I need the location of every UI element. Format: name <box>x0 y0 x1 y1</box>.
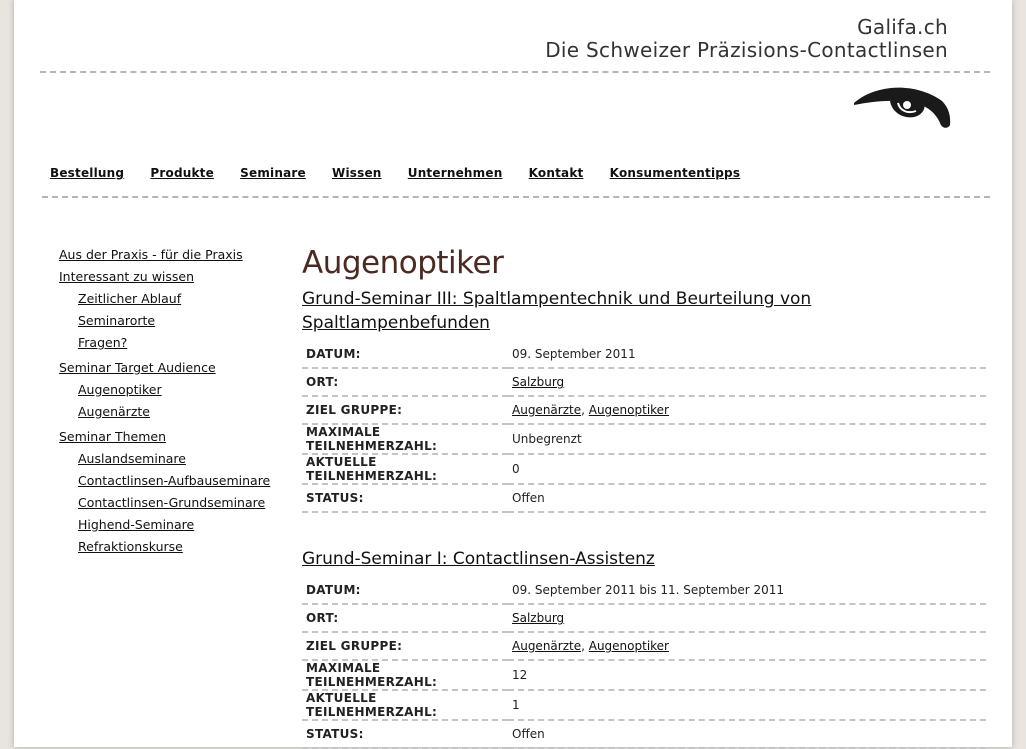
ort-label: ORT: <box>302 604 508 632</box>
status-value: Offen <box>508 484 986 512</box>
page <box>14 0 1012 747</box>
nav-divider <box>42 196 990 198</box>
nav-wissen[interactable]: Wissen <box>332 166 382 180</box>
table-row <box>302 368 986 396</box>
akt-label: AKTUELLE TEILNEHMERZAHL: <box>302 690 508 720</box>
nav-konsumententipps[interactable]: Konsumententipps <box>609 166 741 180</box>
table-row <box>302 690 986 720</box>
table-row <box>302 720 986 748</box>
main-content <box>302 243 990 749</box>
sidebar <box>59 247 279 561</box>
ort-label: ORT: <box>302 368 508 396</box>
nav-kontakt[interactable]: Kontakt <box>528 166 584 180</box>
seminar-info-table <box>302 577 986 749</box>
sidebar-item-refraktionskurse[interactable]: Refraktionskurse <box>78 539 183 554</box>
sidebar-item-highend[interactable]: Highend-Seminare <box>78 517 195 532</box>
nav-produkte[interactable]: Produkte <box>150 166 214 180</box>
sidebar-item-aufbauseminare[interactable]: Contactlinsen-Aufbauseminare <box>78 473 271 488</box>
table-row <box>302 454 986 484</box>
ort-link[interactable]: Salzburg <box>512 375 565 389</box>
nav-unternehmen[interactable]: Unternehmen <box>407 166 503 180</box>
max-value: Unbegrenzt <box>508 424 986 454</box>
page-title: Augenoptiker <box>302 245 504 281</box>
table-row <box>302 484 986 512</box>
table-row <box>302 577 986 604</box>
header-divider <box>40 71 990 73</box>
max-value: 12 <box>508 660 986 690</box>
sidebar-item-seminarorte[interactable]: Seminarorte <box>78 313 156 328</box>
table-row <box>302 341 986 368</box>
sidebar-item-zeitlicher-ablauf[interactable]: Zeitlicher Ablauf <box>78 291 182 306</box>
seminar-info-table <box>302 341 986 513</box>
brand-tagline: Die Schweizer Präzisions-Contactlinsen <box>545 38 948 62</box>
status-value: Offen <box>508 720 986 748</box>
status-label: STATUS: <box>302 720 508 748</box>
sidebar-item-augenoptiker[interactable]: Augenoptiker <box>78 382 162 397</box>
seminar-title-link[interactable]: Grund-Seminar III: Spaltlampentechnik und Beurteilung von Spaltlampenbefunden <box>302 289 812 333</box>
sidebar-item-praxis[interactable]: Aus der Praxis - für die Praxis <box>59 247 243 262</box>
datum-label: DATUM: <box>302 341 508 368</box>
ort-link[interactable]: Salzburg <box>512 611 565 625</box>
ziel-separator: , <box>581 639 589 653</box>
akt-label: AKTUELLE TEILNEHMERZAHL: <box>302 454 508 484</box>
datum-value: 09. September 2011 bis 11. September 2011 <box>508 577 986 604</box>
table-row <box>302 604 986 632</box>
brand-name: Galifa.ch <box>857 15 948 39</box>
ziel-augenaerzte-link[interactable]: Augenärzte <box>512 639 582 653</box>
akt-value: 0 <box>508 454 986 484</box>
table-row <box>302 660 986 690</box>
table-row <box>302 632 986 660</box>
sidebar-item-themen[interactable]: Seminar Themen <box>59 429 167 444</box>
sidebar-item-interessant[interactable]: Interessant zu wissen <box>59 269 195 284</box>
sidebar-item-fragen[interactable]: Fragen? <box>78 335 128 350</box>
ziel-label: ZIEL GRUPPE: <box>302 632 508 660</box>
main-nav <box>50 166 762 180</box>
table-row <box>302 396 986 424</box>
max-label: MAXIMALE TEILNEHMERZAHL: <box>302 424 508 454</box>
brand <box>545 16 948 62</box>
table-row <box>302 424 986 454</box>
akt-value: 1 <box>508 690 986 720</box>
ziel-augenoptiker-link[interactable]: Augenoptiker <box>588 403 669 417</box>
ziel-augenoptiker-link[interactable]: Augenoptiker <box>588 639 669 653</box>
ziel-separator: , <box>581 403 589 417</box>
sidebar-item-target-audience[interactable]: Seminar Target Audience <box>59 360 216 375</box>
sidebar-item-auslandseminare[interactable]: Auslandseminare <box>78 451 186 466</box>
datum-label: DATUM: <box>302 577 508 604</box>
nav-seminare[interactable]: Seminare <box>240 166 306 180</box>
max-label: MAXIMALE TEILNEHMERZAHL: <box>302 660 508 690</box>
datum-value: 09. September 2011 <box>508 341 986 368</box>
nav-bestellung[interactable]: Bestellung <box>50 166 125 180</box>
ziel-augenaerzte-link[interactable]: Augenärzte <box>512 403 582 417</box>
seminar-title-link[interactable]: Grund-Seminar I: Contactlinsen-Assistenz <box>302 549 655 569</box>
sidebar-item-grundseminare[interactable]: Contactlinsen-Grundseminare <box>78 495 266 510</box>
eye-logo-icon[interactable] <box>852 83 952 131</box>
status-label: STATUS: <box>302 484 508 512</box>
sidebar-item-augenaerzte[interactable]: Augenärzte <box>78 404 150 419</box>
ziel-label: ZIEL GRUPPE: <box>302 396 508 424</box>
